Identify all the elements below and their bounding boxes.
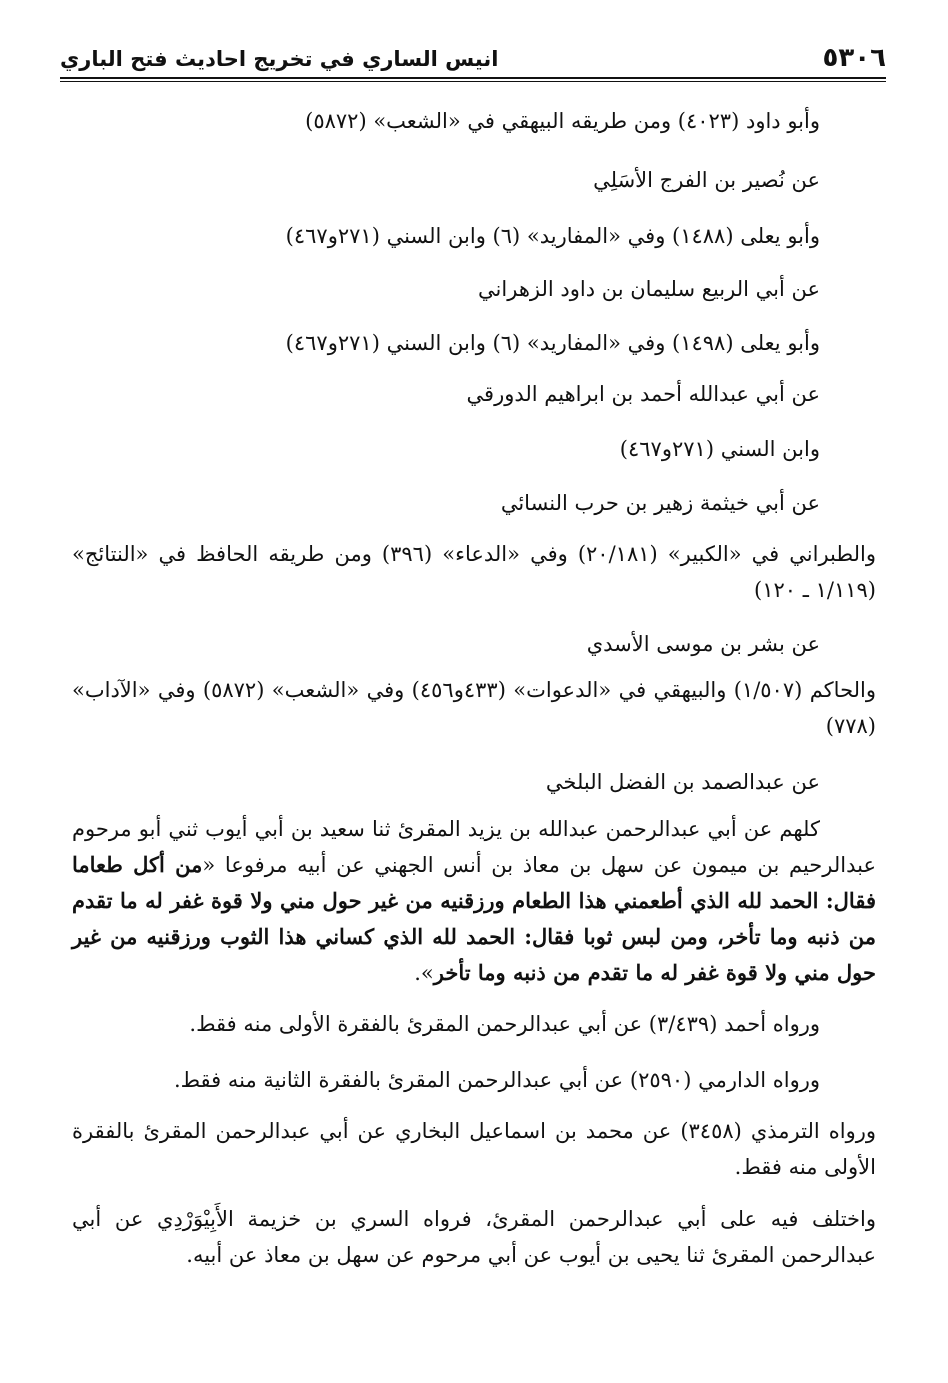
text-line: عن أبي خيثمة زهير بن حرب النسائي bbox=[500, 491, 820, 515]
text-indent bbox=[820, 817, 876, 841]
text-line: عن أبي عبدالله أحمد بن ابراهيم الدورقي bbox=[466, 382, 820, 406]
isnad-text: كلهم عن أبي عبدالرحمن عبدالله بن يزيد المقرئ ثنا سعيد بن أبي أيوب ثني أبو مرحوم عبدالرحيم بن ميمون عن سهل بن معاذ بن أنس الجهني عن أبيه مرفوعا « bbox=[72, 817, 876, 877]
paragraph-darimi: ورواه الدارمي (٢٥٩٠) عن أبي عبدالرحمن المقرئ بالفقرة الثانية منه فقط. bbox=[173, 1068, 820, 1092]
text-line: عن بشر بن موسى الأسدي bbox=[586, 632, 820, 656]
page-number: ٥٣٠٦ bbox=[822, 43, 886, 73]
text-line: وأبو داود (٤٠٢٣) ومن طريقه البيهقي في «الشعب» (٥٨٧٢) bbox=[305, 109, 820, 133]
text-line: عن أبي الربيع سليمان بن داود الزهراني bbox=[478, 277, 820, 301]
paragraph-tabarani: والطبراني في «الكبير» (٢٠/١٨١) وفي «الدعاء» (٣٩٦) ومن طريقه الحافظ في «النتائج» (١/١١٩ ـ ١٢٠) bbox=[72, 542, 876, 602]
paragraph-ahmad: ورواه أحمد (٣/٤٣٩) عن أبي عبدالرحمن المقرئ بالفقرة الأولى منه فقط. bbox=[189, 1012, 820, 1036]
hadith-text: من أكل طعاما فقال: الحمد لله الذي أطعمني هذا الطعام ورزقنيه من غير حول مني ولا قوة غفر له ما تقدم من ذنبه وما تأخر، ومن لبس ثوبا فقال: الحمد لله الذي كساني هذا الثوب ورزقنيه من غير حول مني ولا قوة غفر له ما تقدم من ذنبه وما تأخر bbox=[72, 852, 876, 985]
closing-quote: ». bbox=[414, 961, 434, 985]
paragraph-ikhtilaf: واختلف فيه على أبي عبدالرحمن المقرئ، فرواه السري بن خزيمة الأَبِيْوَرْدِي عن أبي عبدالرحمن المقرئ ثنا يحيى بن أيوب عن أبي مرحوم عن سهل بن معاذ عن أبيه. bbox=[72, 1207, 876, 1267]
paragraph-hakim: والحاكم (١/٥٠٧) والبيهقي في «الدعوات» (٤٣٣و٤٥٦) وفي «الشعب» (٥٨٧٢) وفي «الآداب» (٧٧٨) bbox=[72, 678, 876, 738]
paragraph-tirmidhi: ورواه الترمذي (٣٤٥٨) عن محمد بن اسماعيل البخاري عن أبي عبدالرحمن المقرئ بالفقرة الأولى منه فقط. bbox=[72, 1119, 876, 1179]
text-line: وابن السني (٢٧١و٤٦٧) bbox=[619, 437, 820, 461]
header-rule-thin bbox=[60, 81, 886, 82]
paragraph-main-hadith bbox=[72, 812, 876, 991]
text-line: وأبو يعلى (١٤٨٨) وفي «المفاريد» (٦) وابن السني (٢٧١و٤٦٧) bbox=[285, 224, 820, 248]
text-line: وأبو يعلى (١٤٩٨) وفي «المفاريد» (٦) وابن السني (٢٧١و٤٦٧) bbox=[285, 331, 820, 355]
page-header bbox=[60, 36, 886, 76]
running-title: انيس الساري في تخريج احاديث فتح الباري bbox=[60, 47, 499, 71]
text-line: عن نُصير بن الفرج الأسَلِي bbox=[593, 168, 820, 192]
text-line: عن عبدالصمد بن الفضل البلخي bbox=[545, 770, 820, 794]
page-body bbox=[72, 96, 876, 1282]
header-rule bbox=[60, 77, 886, 79]
